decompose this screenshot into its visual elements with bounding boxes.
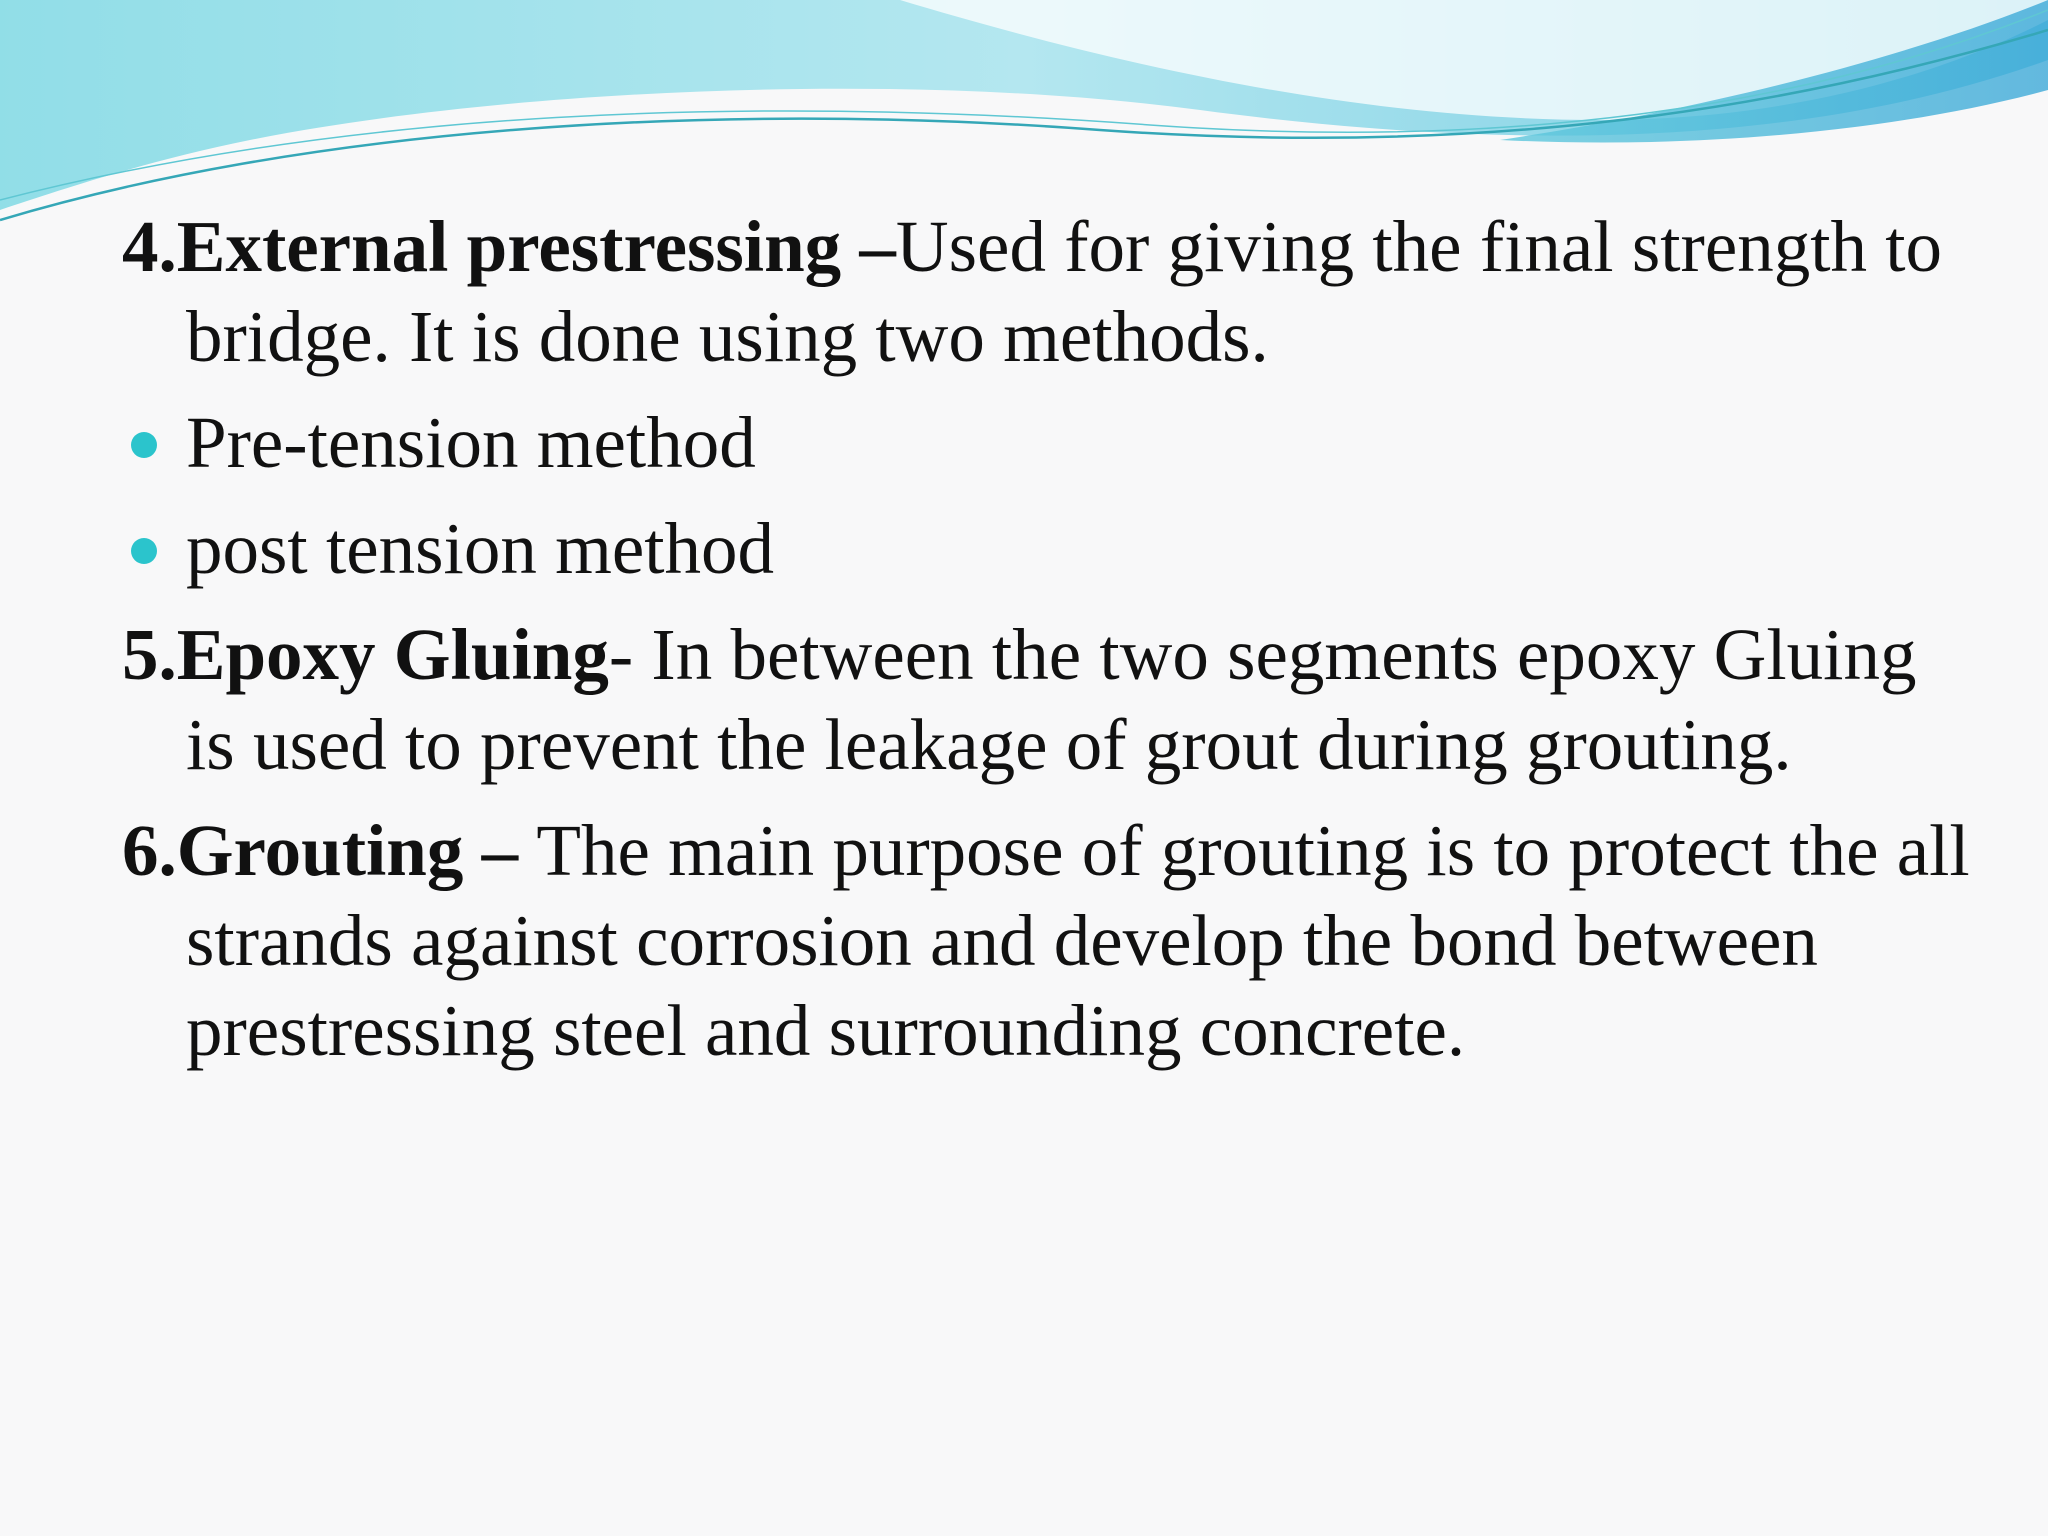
item-grouting (122, 806, 1982, 1076)
bullet-dot-icon (131, 538, 157, 564)
item-5-separator: - (608, 614, 652, 695)
bullet-label: post tension method (186, 508, 775, 589)
bullet-post-tension (122, 504, 1982, 594)
item-6-body: The main purpose of grouting is to protect the all strands against corrosion and develop the bond between prestressing steel and surrounding concrete. (186, 810, 1970, 1071)
item-6-heading: 6.Grouting (122, 810, 464, 891)
item-6-separator: – (463, 810, 537, 891)
item-4-body: Used for giving the final strength to bridge. It is done using two methods. (186, 206, 1943, 377)
item-4-heading: 4.External prestressing (122, 206, 842, 287)
item-5-heading: 5.Epoxy Gluing (122, 614, 609, 695)
item-external-prestressing (122, 202, 1982, 382)
bullet-label: Pre-tension method (186, 402, 756, 483)
bullet-dot-icon (131, 432, 157, 458)
bullet-pre-tension (122, 398, 1982, 488)
item-5-body: In between the two segments epoxy Gluing is used to prevent the leakage of grout during grouting. (186, 614, 1917, 785)
slide-content (122, 202, 1982, 1076)
item-epoxy-gluing (122, 610, 1982, 790)
item-4-separator: – (841, 206, 896, 287)
